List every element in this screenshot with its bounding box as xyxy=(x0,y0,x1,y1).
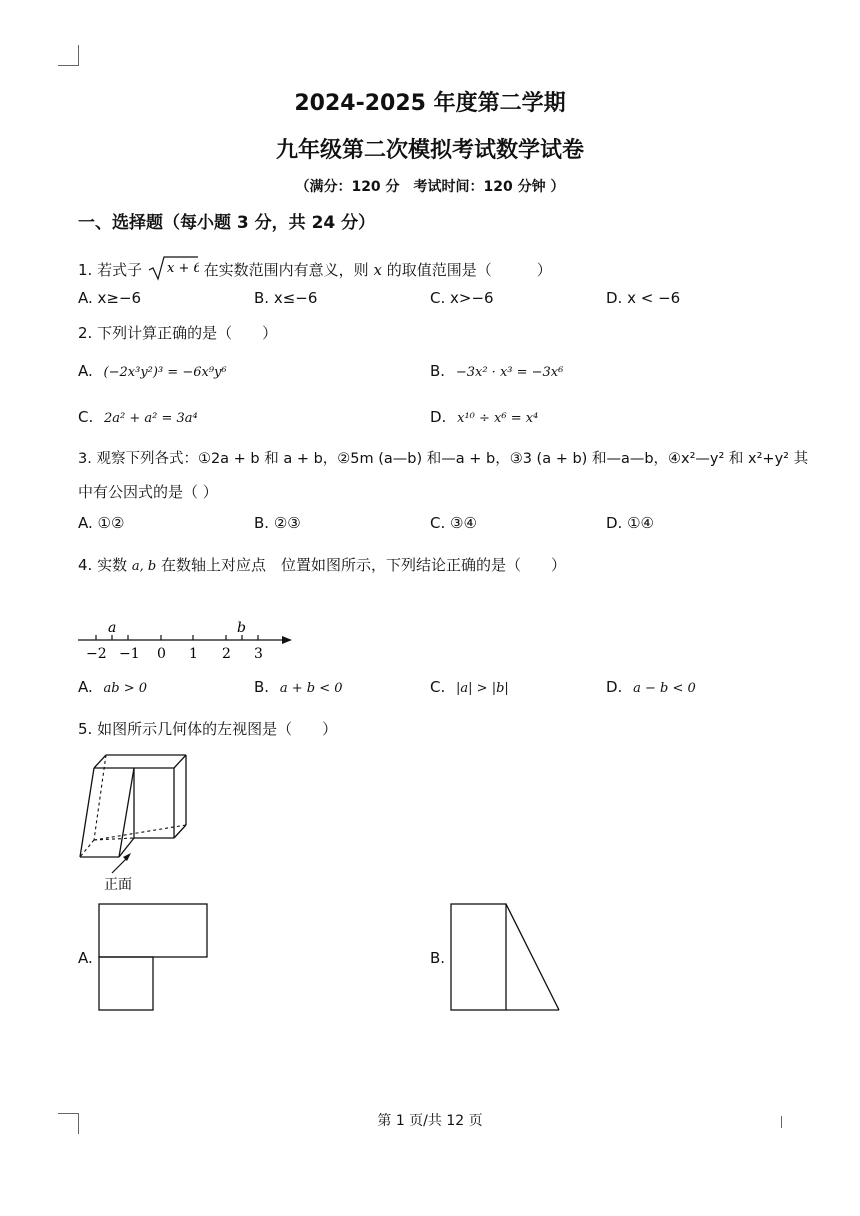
q5-option-b-figure xyxy=(450,903,562,1013)
q5-option-b-label: B. xyxy=(430,949,446,967)
point-b-label: b xyxy=(237,620,246,636)
q4-option-a xyxy=(78,678,147,696)
exam-title-line1: 2024-2025 年度第二学期 xyxy=(294,91,566,116)
q4-option-a-expr: ab > 0 xyxy=(103,681,148,696)
question-3-line1: 3. 观察下列各式：①2a + b 和 a + b，②5m (a—b) 和—a + b，③3 (a + b) 和—a—b，④x²—y² 和 x²+y² 其 xyxy=(78,451,809,467)
q1-option-d: D. x < −6 xyxy=(606,289,681,307)
q4-prefix: 4. 实数 xyxy=(78,556,128,574)
q1-suffix2: 的取值范围是（ ） xyxy=(386,261,552,279)
question-2: 2. 下列计算正确的是（ ） xyxy=(78,324,278,342)
section-heading: 一、选择题（每小题 3 分，共 24 分） xyxy=(78,213,376,233)
front-arrow-head xyxy=(123,853,131,861)
tick-label: −2 xyxy=(86,646,107,662)
q1-prefix: 1. 若式子 xyxy=(78,261,143,279)
q2-option-c xyxy=(78,408,198,426)
q3-option-b: B. ②③ xyxy=(254,514,301,532)
number-line xyxy=(74,618,299,664)
q2-option-d xyxy=(430,408,538,426)
point-a-label: a xyxy=(108,620,117,636)
q1-option-a: A. x≥−6 xyxy=(78,289,142,307)
front-label: 正面 xyxy=(104,877,132,893)
q4-option-b-label: B. xyxy=(254,678,270,696)
q2-option-a-expr: (−2x³y²)³ = −6x⁹y⁶ xyxy=(103,365,227,380)
q3-option-a: A. ①② xyxy=(78,514,125,532)
q5-option-a-label: A. xyxy=(78,949,93,967)
q4-option-d xyxy=(606,678,696,696)
q2-option-c-expr: 2a² + a² = 3a⁴ xyxy=(104,411,198,426)
question-1 xyxy=(78,255,552,281)
corner-mark-top-left xyxy=(58,45,79,66)
q2-option-b xyxy=(430,362,563,380)
tick-label: −1 xyxy=(119,646,140,662)
q4-option-c-expr: |a| > |b| xyxy=(456,681,509,696)
exam-info: （满分：120 分 考试时间：120 分钟 ） xyxy=(295,179,565,195)
q4-option-d-label: D. xyxy=(606,678,623,696)
q4-option-b-expr: a + b < 0 xyxy=(279,681,343,696)
number-line-arrow xyxy=(282,636,292,644)
q3-option-c: C. ③④ xyxy=(430,514,477,532)
q1-option-b: B. x≤−6 xyxy=(254,289,318,307)
q4-option-b xyxy=(254,678,343,696)
solid-figure xyxy=(74,745,199,895)
q1-var: x xyxy=(373,261,382,279)
question-3-line2: 中有公因式的是（ ） xyxy=(78,483,218,501)
q1-suffix: 在实数范围内有意义，则 xyxy=(203,261,369,279)
q2-option-b-label: B. xyxy=(430,362,446,380)
q2-option-b-expr: −3x² · x³ = −3x⁶ xyxy=(455,365,564,380)
q4-option-a-label: A. xyxy=(78,678,93,696)
question-5: 5. 如图所示几何体的左视图是（ ） xyxy=(78,720,338,738)
q1-option-c: C. x>−6 xyxy=(430,289,494,307)
tick-label: 0 xyxy=(157,646,166,662)
q2-option-a xyxy=(78,362,227,380)
q4-option-d-expr: a − b < 0 xyxy=(633,681,696,696)
exam-title-line2: 九年级第二次模拟考试数学试卷 xyxy=(275,138,584,163)
q4-option-c xyxy=(430,678,509,696)
tick-label: 2 xyxy=(222,646,231,662)
q1-radicand: x + 6 xyxy=(166,261,199,276)
tick-label: 3 xyxy=(254,646,263,662)
q2-option-d-label: D. xyxy=(430,408,447,426)
q3-option-d: D. ①④ xyxy=(606,514,654,532)
q4-vars: a, b xyxy=(131,559,157,574)
q5-option-a-figure xyxy=(98,903,210,1013)
q2-option-d-expr: x¹⁰ ÷ x⁶ = x⁴ xyxy=(457,411,539,426)
q2-option-c-label: C. xyxy=(78,408,94,426)
q4-suffix: 在数轴上对应点 位置如图所示，下列结论正确的是（ ） xyxy=(161,556,567,574)
q2-option-a-label: A. xyxy=(78,362,93,380)
question-4 xyxy=(78,554,566,575)
page-number: 第 1 页/共 12 页 xyxy=(377,1113,483,1129)
q4-option-c-label: C. xyxy=(430,678,446,696)
tick-label: 1 xyxy=(189,646,198,662)
q1-radical-sign xyxy=(147,255,199,281)
